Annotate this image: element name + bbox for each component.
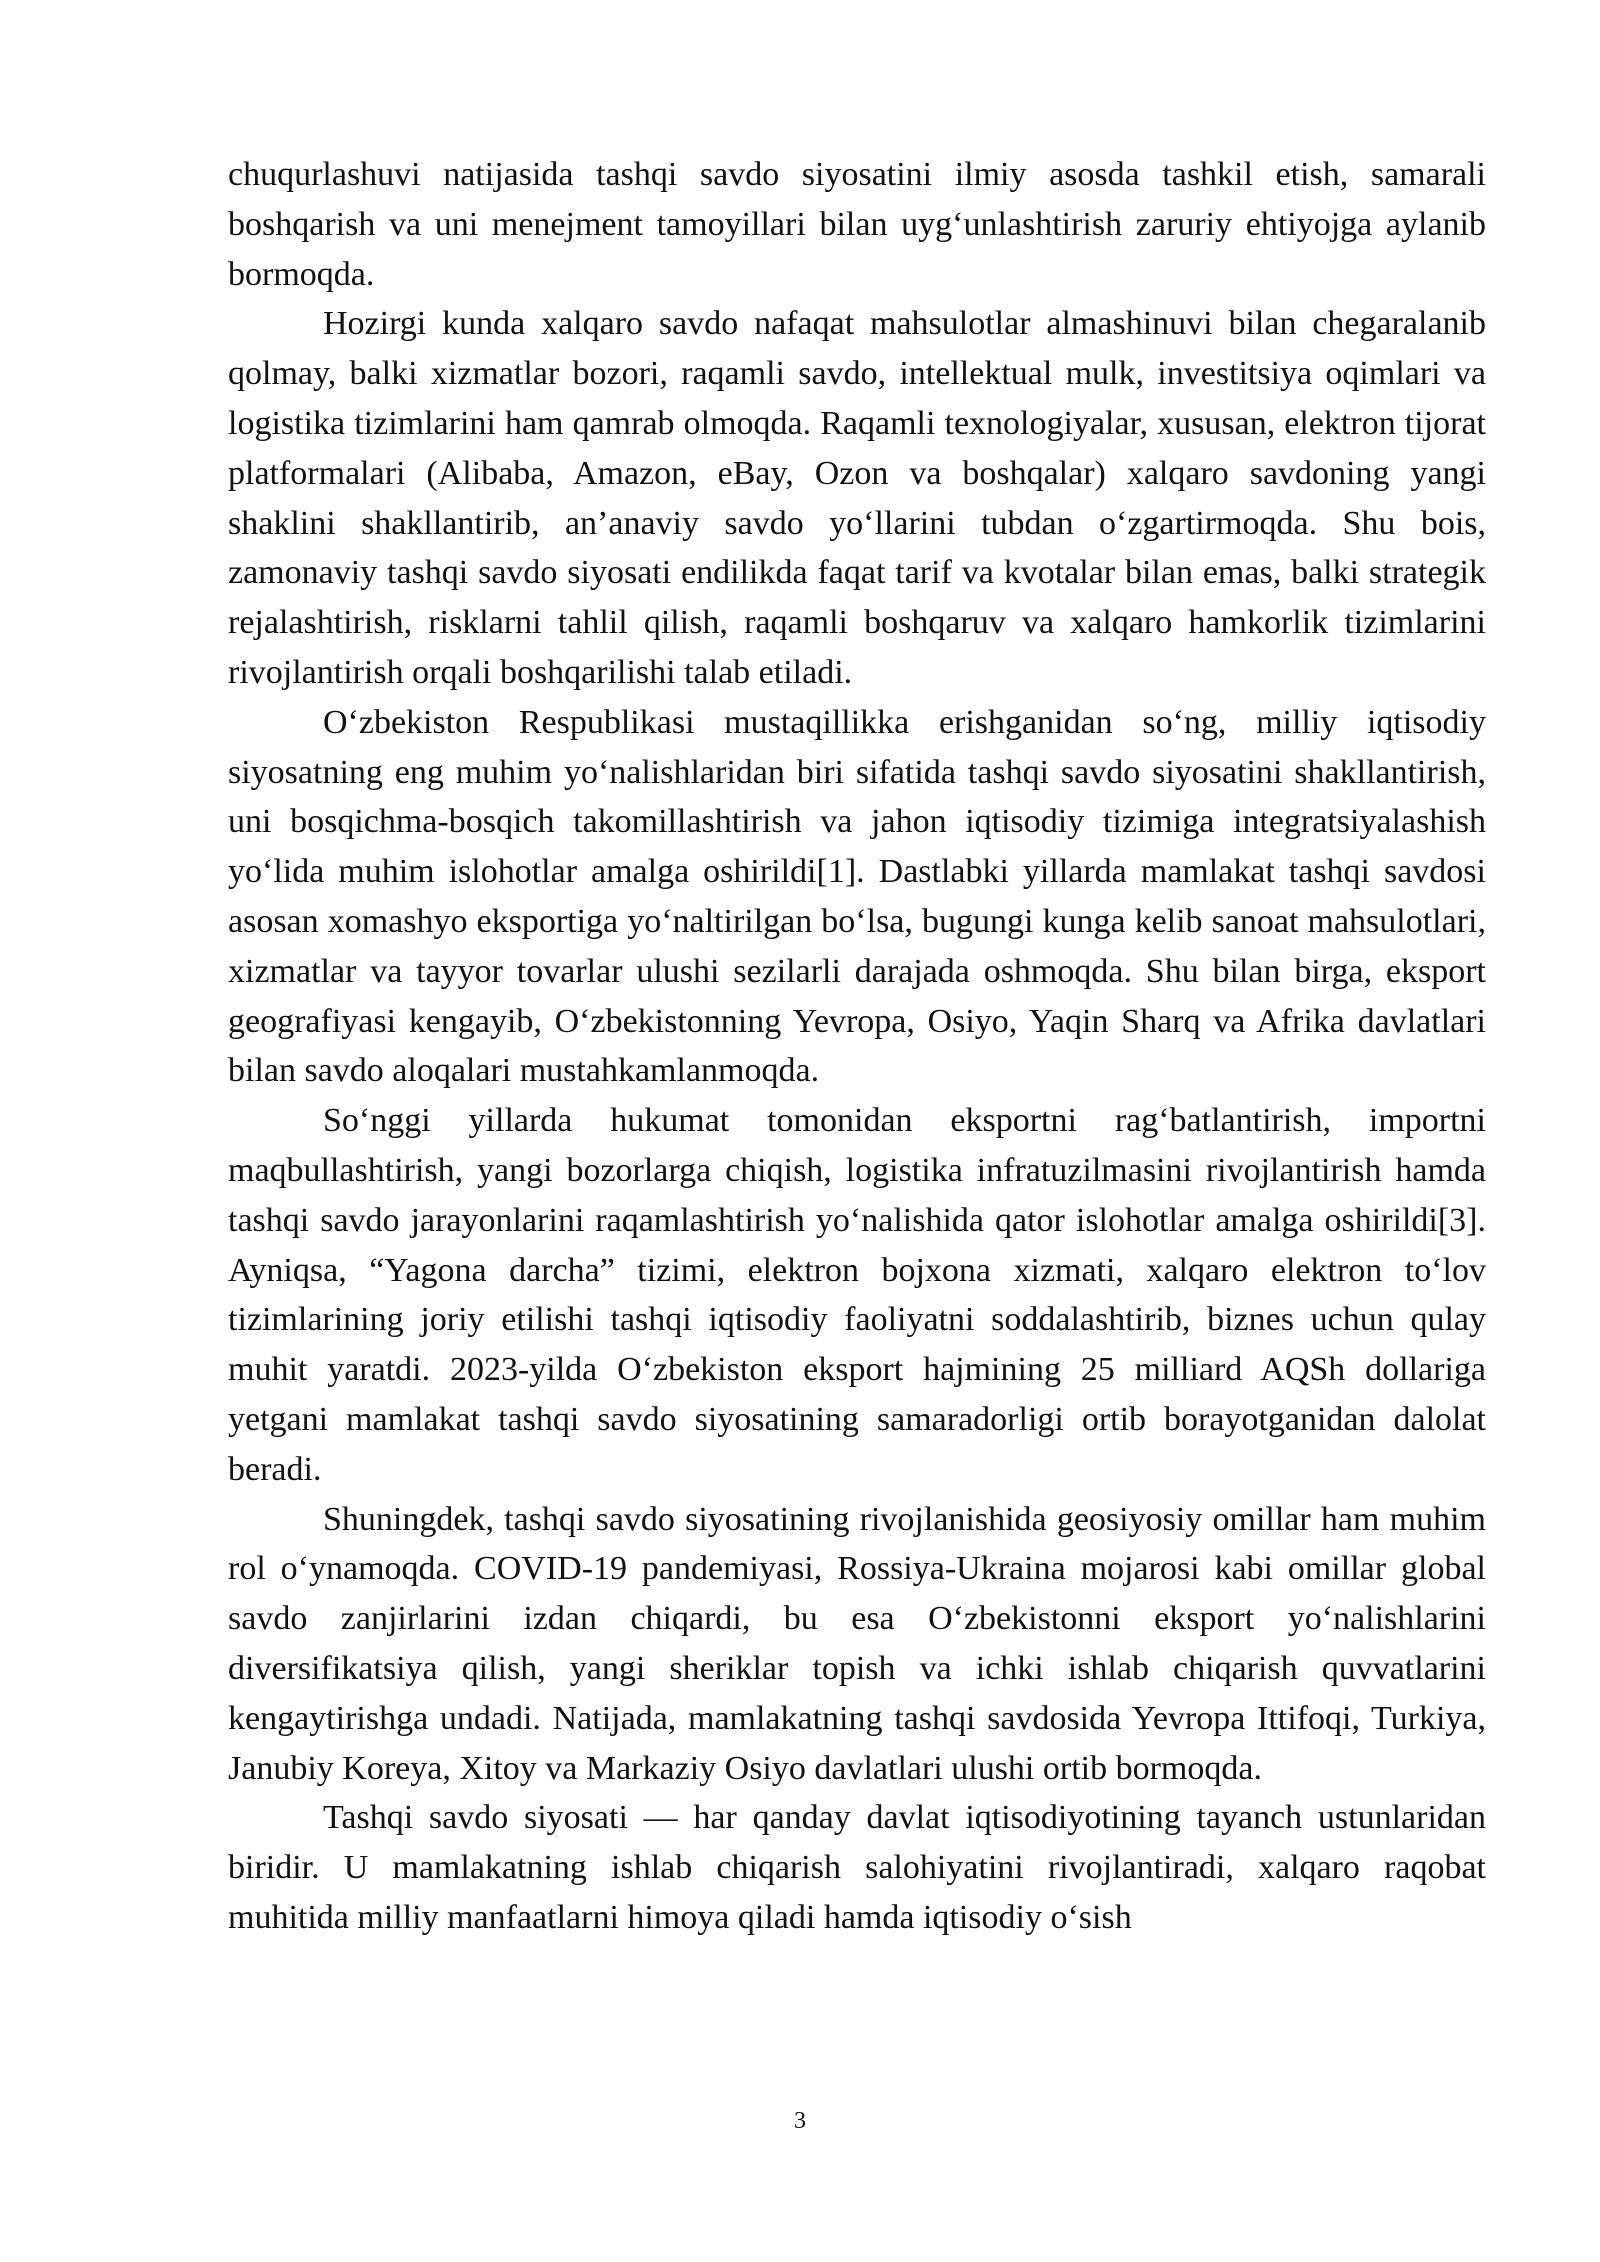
paragraph-1: chuqurlashuvi natijasida tashqi savdo siyosatini ilmiy asosda tashkil etish, samarali boshqarish va uni menejment tamoyillari bilan uyg‘unlashtirish zaruriy ehtiyojga aylanib bormoqda.: [228, 156, 1486, 293]
paragraph-3: O‘zbekiston Respublikasi mustaqillikka erishganidan so‘ng, milliy iqtisodiy siyosatning eng muhim yo‘nalishlaridan biri sifatida tashqi savdo siyosatini shakllantirish, uni bosqichma-bosqich takomillashtirish va jahon iqtisodiy tizimiga integratsiyalashish yo‘lida muhim islohotlar amalga oshirildi[1]. Dastlabki yillarda mamlakat tashqi savdosi asosan xomashyo eksportiga yo‘naltirilgan bo‘lsa, bugungi kunga kelib sanoat mahsulotlari, xizmatlar va tayyor tovarlar ulushi sezilarli darajada oshmoqda. Shu bilan birga, eksport geografiyasi kengayib, O‘zbekistonning Yevropa, Osiyo, Yaqin Sharq va Afrika davlatlari bilan savdo aloqalari mustahkamlanmoqda.: [228, 703, 1486, 1090]
paragraph-5: Shuningdek, tashqi savdo siyosatining rivojlanishida geosiyosiy omillar ham muhim rol o‘ynamoqda. COVID-19 pandemiyasi, Rossiya-Ukraina mojarosi kabi omillar global savdo zanjirlarini izdan chiqardi, bu esa O‘zbekistonni eksport yo‘nalishlarini diversifikatsiya qilish, yangi sheriklar topish va ichki ishlab chiqarish quvvatlarini kengaytirishga undadi. Natijada, mamlakatning tashqi savdosida Yevropa Ittifoqi, Turkiya, Janubiy Koreya, Xitoy va Markaziy Osiyo davlatlari ulushi ortib bormoqda.: [228, 1500, 1486, 1787]
paragraph-2: Hozirgi kunda xalqaro savdo nafaqat mahsulotlar almashinuvi bilan chegaralanib qolmay, balki xizmatlar bozori, raqamli savdo, intellektual mulk, investitsiya oqimlari va logistika tizimlarini ham qamrab olmoqda. Raqamli texnologiyalar, xususan, elektron tijorat platformalari (Alibaba, Amazon, eBay, Ozon va boshqalar) xalqaro savdoning yangi shaklini shakllantirib, an’anaviy savdo yo‘llarini tubdan o‘zgartirmoqda. Shu bois, zamonaviy tashqi savdo siyosati endilikda faqat tarif va kvotalar bilan emas, balki strategik rejalashtirish, risklarni tahlil qilish, raqamli boshqaruv va xalqaro hamkorlik tizimlarini rivojlantirish orqali boshqarilishi talab etiladi.: [228, 305, 1486, 691]
document-page: [228, 150, 1486, 1943]
paragraph-6: Tashqi savdo siyosati — har qanday davlat iqtisodiyotining tayanch ustunlaridan biridir. U mamlakatning ishlab chiqarish salohiyatini rivojlantiradi, xalqaro raqobat muhitida milliy manfaatlarni himoya qiladi hamda iqtisodiy o‘sish: [228, 1799, 1486, 1936]
page-number: 3: [794, 2108, 806, 2134]
paragraph-4: So‘nggi yillarda hukumat tomonidan eksportni rag‘batlantirish, importni maqbullashtirish, yangi bozorlarga chiqish, logistika infratuzilmasini rivojlantirish hamda tashqi savdo jarayonlarini raqamlashtirish yo‘nalishida qator islohotlar amalga oshirildi[3]. Ayniqsa, “Yagona darcha” tizimi, elektron bojxona xizmati, xalqaro elektron to‘lov tizimlarining joriy etilishi tashqi iqtisodiy faoliyatni soddalashtirib, biznes uchun qulay muhit yaratdi. 2023-yilda O‘zbekiston eksport hajmining 25 milliard AQSh dollariga yetgani mamlakat tashqi savdo siyosatining samaradorligi ortib borayotganidan dalolat beradi.: [228, 1102, 1486, 1488]
